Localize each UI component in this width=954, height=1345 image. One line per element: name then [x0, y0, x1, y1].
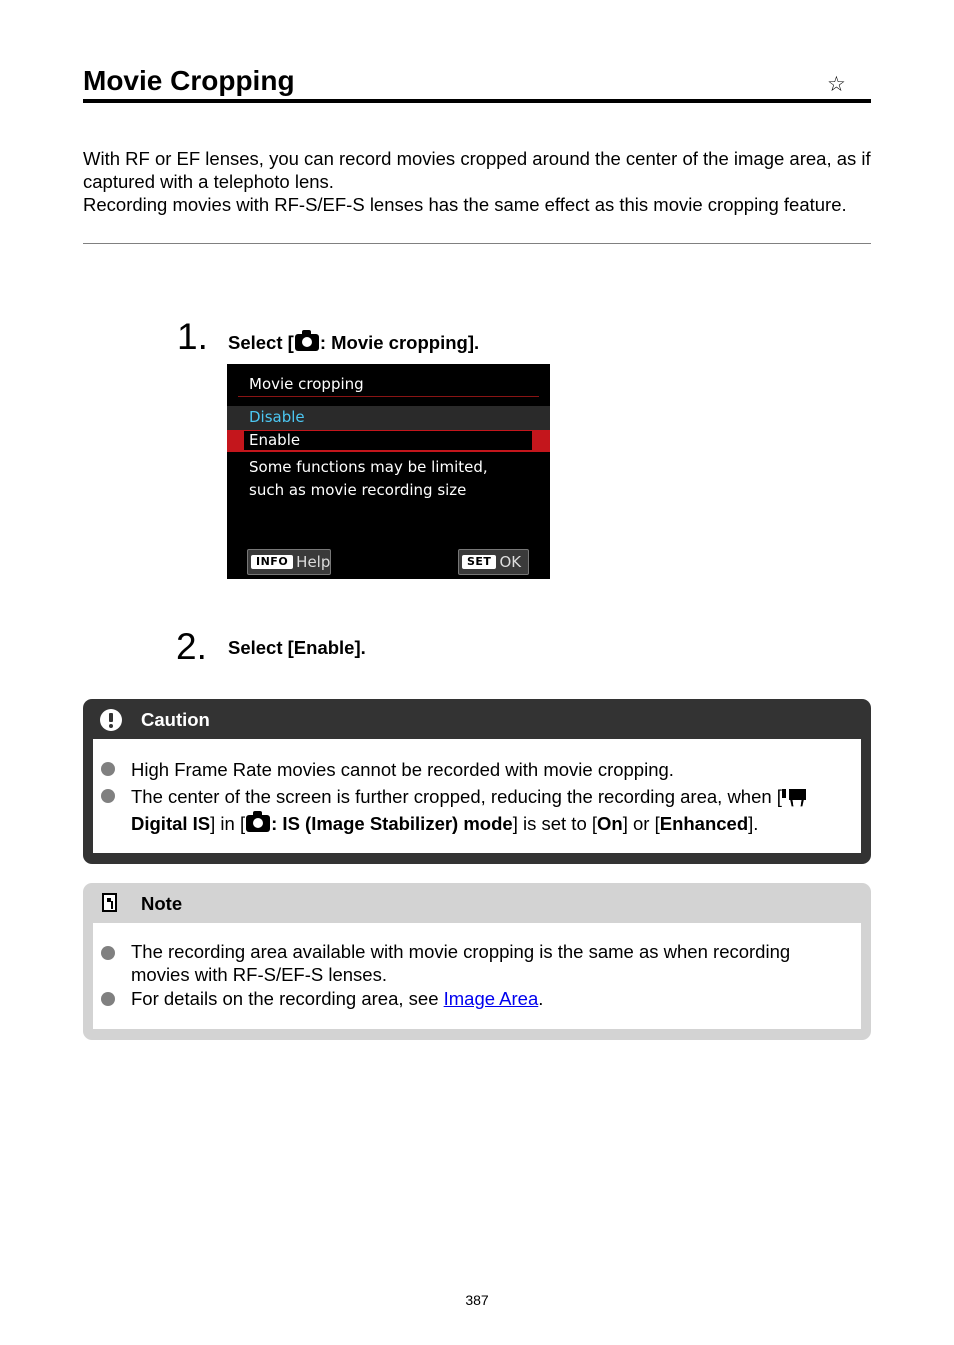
intro-paragraph-2: Recording movies with RF-S/EF-S lenses has the same effect as this movie cropping feature. — [83, 194, 847, 215]
caution-box — [83, 699, 871, 864]
set-key-icon: SET — [462, 555, 496, 569]
note-item-1: The recording area available with movie cropping is the same as when recording movies with RF-S/EF-S lenses. — [131, 941, 791, 985]
camera-shooting-icon — [246, 815, 270, 832]
ok-label: OK — [499, 553, 522, 571]
option-disable[interactable]: Disable — [249, 408, 305, 426]
step-2-text: Select [Enable]. — [228, 637, 366, 658]
on-label: On — [597, 813, 623, 834]
enhanced-label: Enhanced — [659, 813, 749, 834]
note-item-2-suffix: . — [538, 988, 544, 1009]
star-icon: ☆ — [827, 72, 846, 96]
bullet-icon — [101, 762, 115, 776]
info-key-icon: INFO — [251, 555, 293, 569]
page-title: Movie Cropping — [83, 65, 295, 96]
intro-divider — [83, 243, 871, 244]
caution-item-1: High Frame Rate movies cannot be recorded with movie cropping. — [131, 759, 674, 780]
help-label: Help — [296, 553, 331, 571]
is-mode-label: : IS (Image Stabilizer) mode — [271, 813, 513, 834]
intro-paragraph-1: With RF or EF lenses, you can record movies cropped around the center of the image area, as if captured with a telephoto lens. — [83, 148, 871, 192]
note-title: Note — [141, 893, 183, 914]
step-1-suffix: : Movie cropping]. — [319, 332, 480, 353]
step-1-text — [228, 331, 479, 355]
page-number: 387 — [465, 1292, 489, 1308]
bullet-icon — [101, 789, 115, 803]
digital-is-label: Digital IS — [131, 813, 211, 834]
note-body — [93, 923, 861, 1029]
screen-title: Movie cropping — [249, 375, 364, 393]
step-1-number: 1. — [177, 316, 208, 357]
bullet-icon — [101, 946, 115, 960]
camera-shooting-icon — [295, 334, 319, 351]
caution-body — [93, 739, 861, 853]
caution-title: Caution — [141, 709, 210, 730]
screen-message-line-2: such as movie recording size — [249, 481, 467, 499]
note-icon — [102, 893, 117, 912]
caution-icon — [100, 709, 122, 731]
screen-message — [249, 456, 539, 502]
screen-message-line-1: Some functions may be limited, — [249, 458, 488, 476]
caution-item-2 — [131, 783, 851, 837]
caution-item-2-part-3: ] is set to [ — [512, 813, 598, 834]
bullet-icon — [101, 992, 115, 1006]
ok-button[interactable] — [458, 549, 529, 575]
caution-item-2-part-5: ]. — [748, 813, 759, 834]
caution-item-2-part-2: ] in [ — [210, 813, 246, 834]
image-area-link[interactable]: Image Area — [443, 988, 539, 1009]
step-2-number: 2. — [176, 626, 207, 667]
note-item-2 — [131, 987, 851, 1010]
title-divider — [83, 99, 871, 103]
screen-title-divider — [238, 396, 539, 397]
step-1-prefix: Select [ — [228, 332, 294, 353]
option-enable[interactable]: Enable — [249, 431, 301, 449]
note-box — [83, 883, 871, 1040]
intro-text — [83, 147, 873, 216]
movie-shooting-icon — [782, 787, 806, 807]
caution-item-2-part-1: The center of the screen is further cropped, reducing the recording area, when [ — [131, 786, 782, 807]
caution-item-2-part-4: ] or [ — [622, 813, 660, 834]
note-item-2-prefix: For details on the recording area, see — [131, 988, 444, 1009]
camera-menu-screenshot — [227, 364, 550, 579]
help-button[interactable] — [247, 549, 331, 575]
